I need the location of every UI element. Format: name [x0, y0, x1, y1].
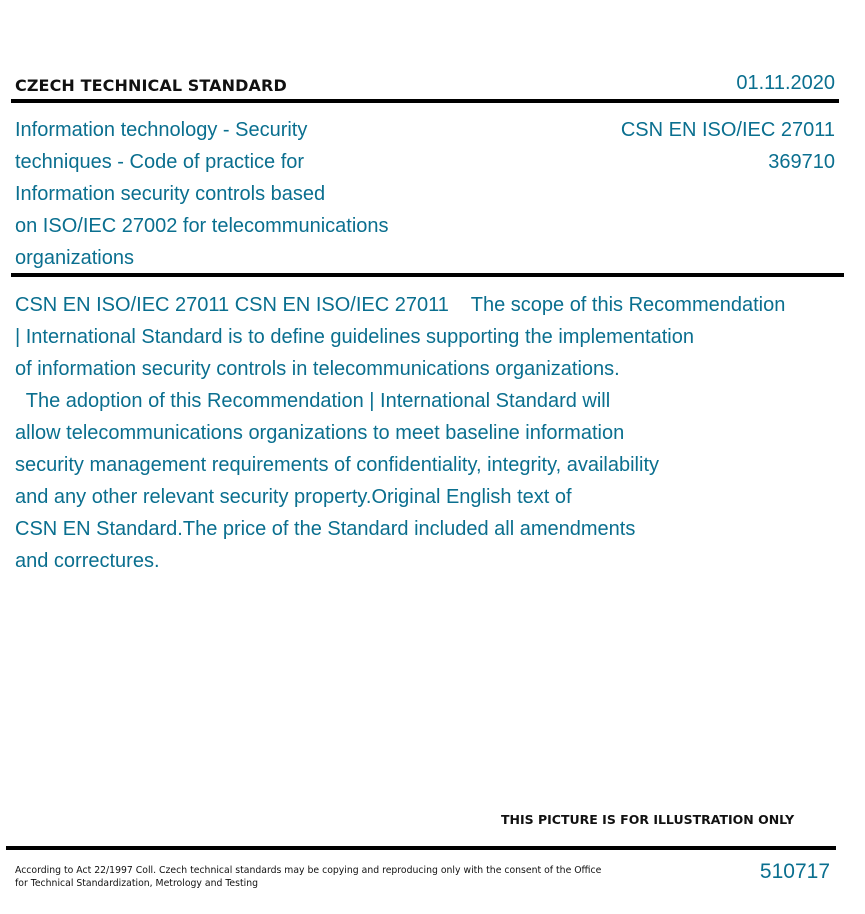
title-line: Information security controls based — [15, 183, 326, 205]
title-line: techniques - Code of practice for — [15, 151, 305, 173]
header-title: CZECH TECHNICAL STANDARD — [15, 76, 287, 95]
description-line: and correctures. — [15, 550, 160, 572]
title-line: organizations — [15, 247, 134, 269]
copyright-note — [15, 864, 602, 890]
description-line: allow telecommunications organizations to meet baseline information — [15, 422, 625, 444]
description-line: | International Standard is to define guidelines supporting the implementation — [15, 326, 694, 348]
description-line: of information security controls in telecommunications organizations. — [15, 358, 620, 380]
standard-description — [15, 289, 855, 577]
description-line: security management requirements of confidentiality, integrity, availability — [15, 454, 660, 476]
description-line: and any other relevant security property.Original English text of — [15, 486, 572, 508]
catalog-code: 510717 — [759, 860, 830, 883]
title-line: on ISO/IEC 27002 for telecommunications — [15, 215, 389, 237]
description-line: The adoption of this Recommendation | International Standard will — [15, 390, 611, 412]
publication-date: 01.11.2020 — [736, 72, 835, 94]
standard-codes — [621, 114, 835, 178]
illustration-note: THIS PICTURE IS FOR ILLUSTRATION ONLY — [501, 812, 795, 827]
top-rule — [11, 99, 839, 103]
description-line: CSN EN Standard.The price of the Standard included all amendments — [15, 518, 636, 540]
class-number: 369710 — [768, 151, 835, 173]
standard-title — [15, 114, 435, 274]
description-line: CSN EN ISO/IEC 27011 CSN EN ISO/IEC 27011 The scope of this Recommendation — [15, 294, 786, 316]
middle-rule — [11, 273, 844, 277]
copyright-line: According to Act 22/1997 Coll. Czech technical standards may be copying and reproducing only with the consent of the Office — [15, 865, 602, 876]
bottom-rule — [6, 846, 836, 850]
copyright-line: for Technical Standardization, Metrology and Testing — [15, 878, 259, 889]
title-line: Information technology - Security — [15, 119, 308, 141]
standard-designation: CSN EN ISO/IEC 27011 — [620, 119, 835, 141]
